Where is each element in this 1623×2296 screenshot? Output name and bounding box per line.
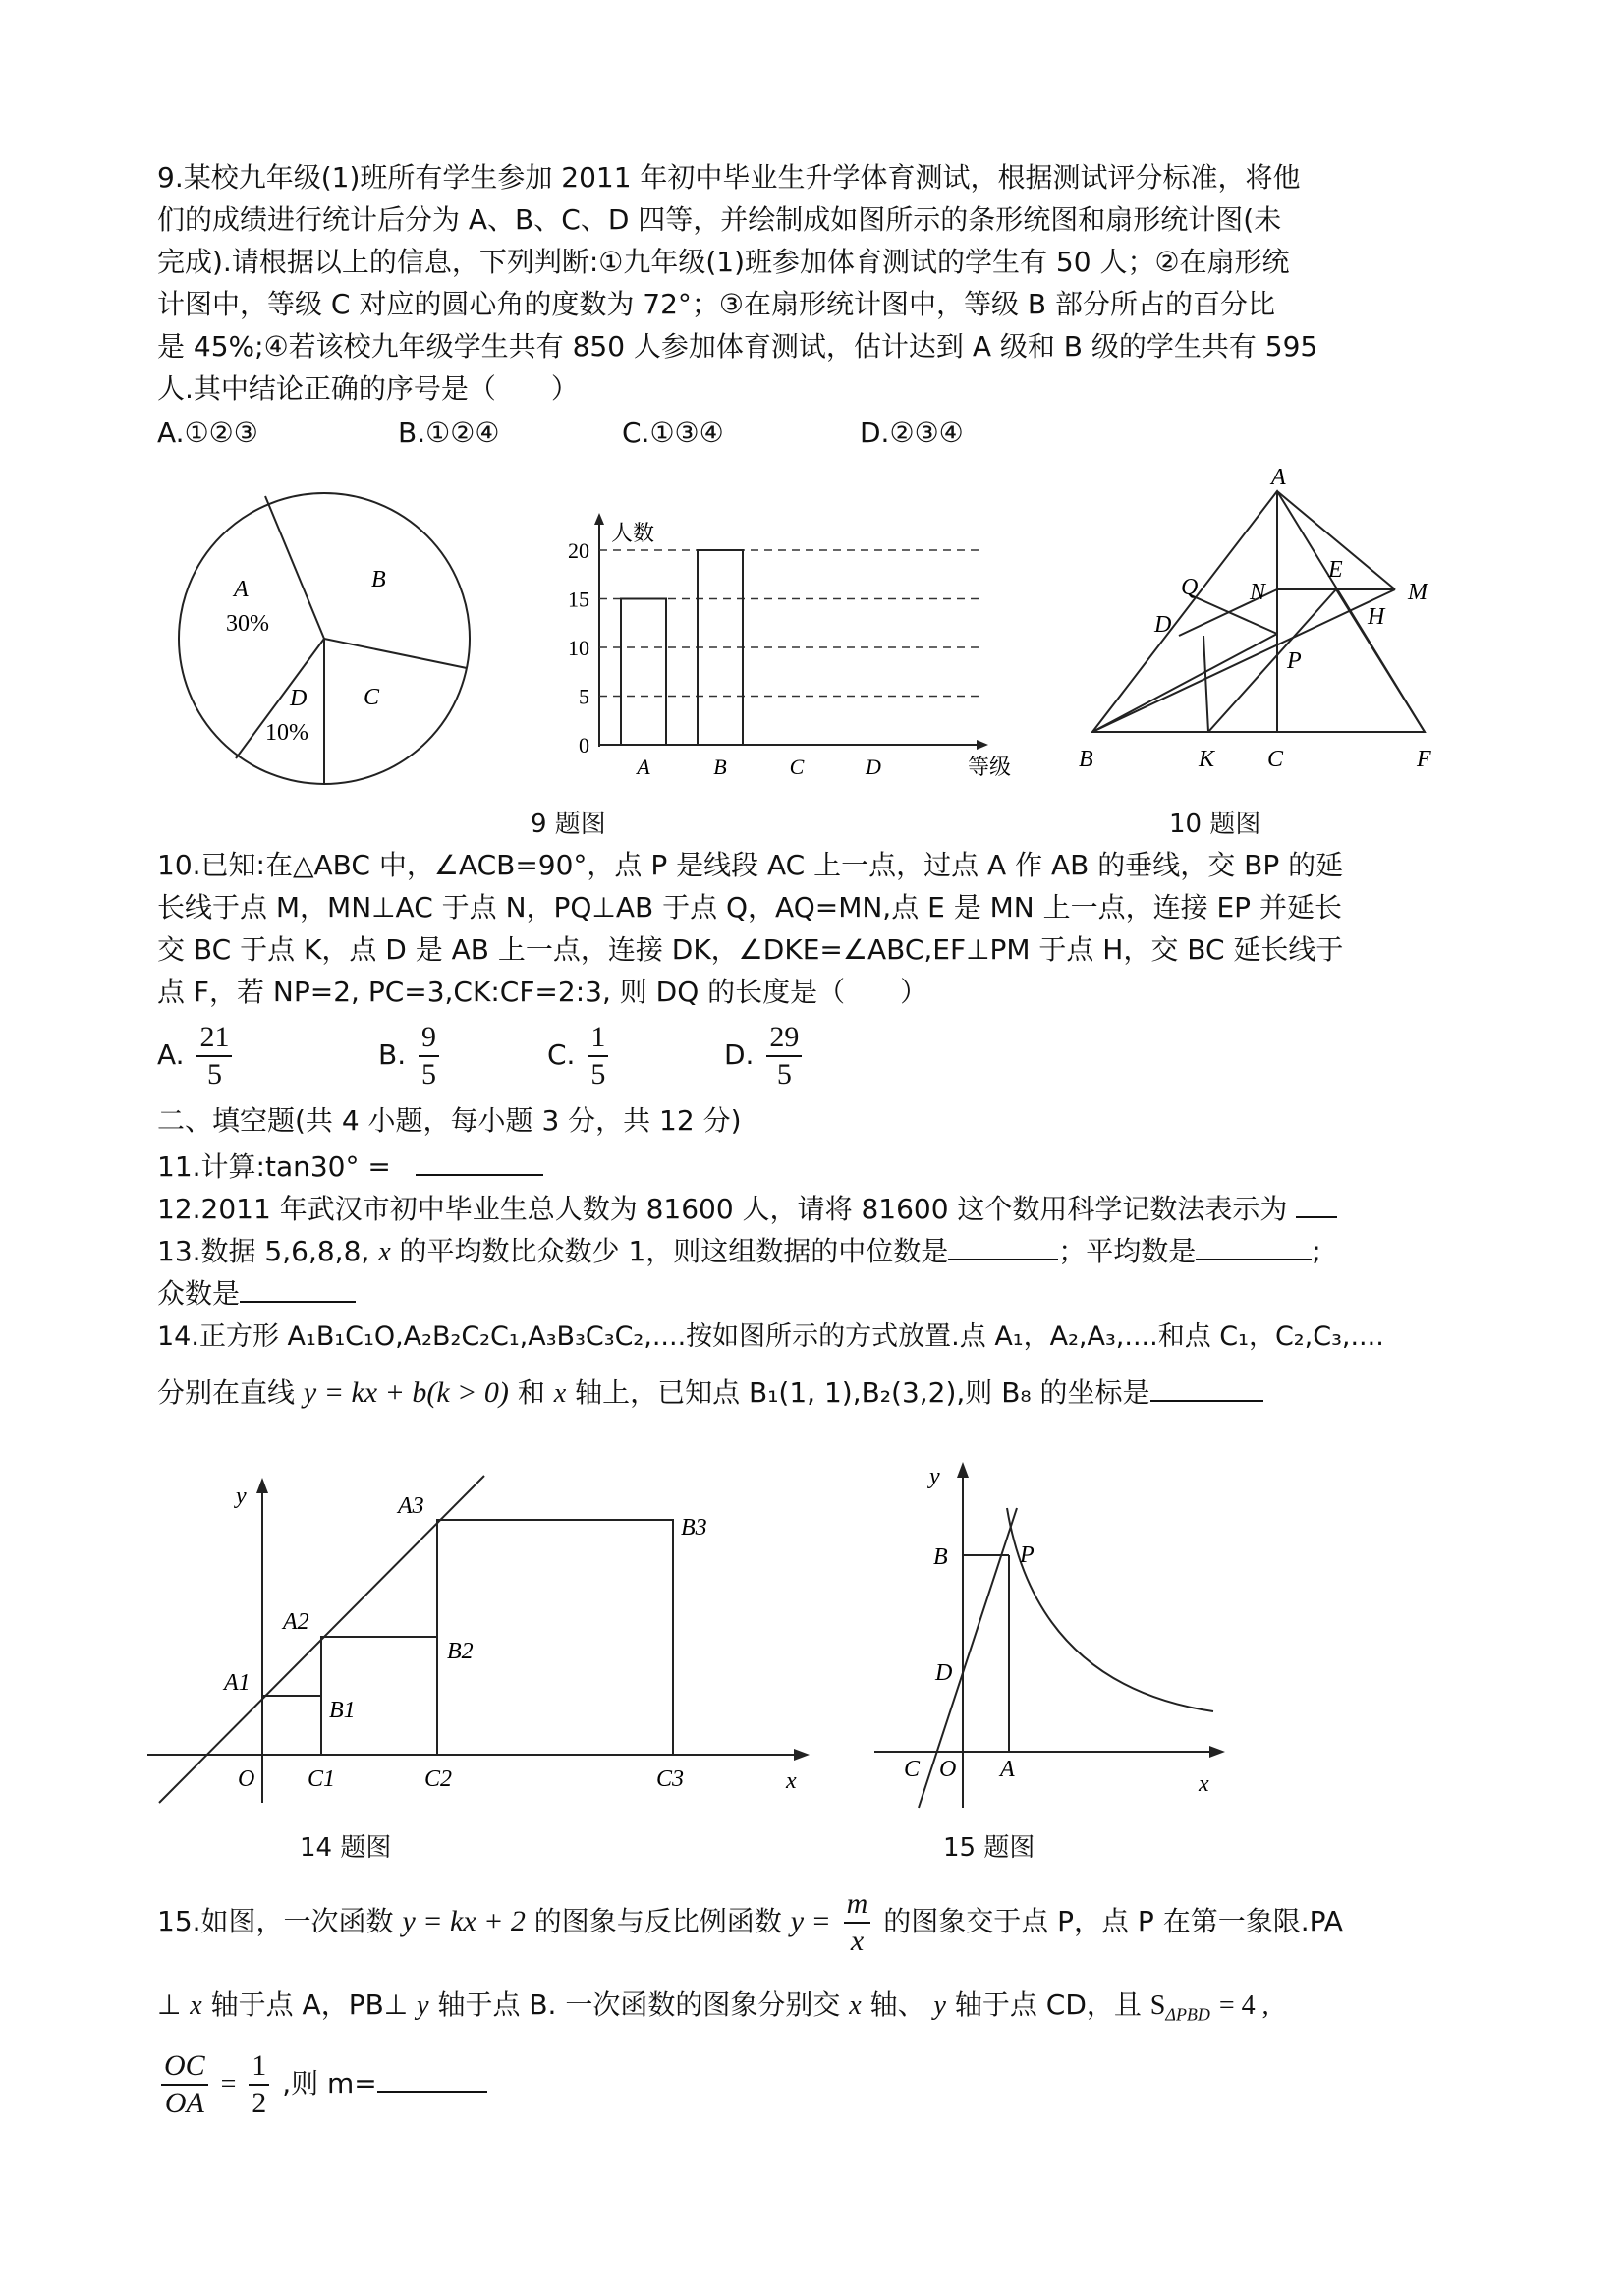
fig9-caption: 9 题图 xyxy=(531,810,606,839)
q15-line-3 xyxy=(157,2048,487,2121)
q15-answer-blank[interactable] xyxy=(377,2061,487,2093)
fig10-label-q: Q xyxy=(1181,575,1199,600)
q10-option-c-fraction xyxy=(588,1020,608,1092)
q13-median-blank[interactable] xyxy=(948,1229,1058,1260)
q10-option-a-prefix: A. xyxy=(157,1038,185,1071)
q9-line-1: 9.某校九年级(1)班所有学生参加 2011 年初中毕业生升学体育测试，根据测试评分标准，将他 xyxy=(157,161,1301,194)
q10-option-a xyxy=(157,1020,236,1092)
q10-option-b-den: 5 xyxy=(421,1058,437,1091)
q14-answer-blank[interactable] xyxy=(1150,1371,1263,1402)
q9-option-b: B.①②④ xyxy=(398,417,500,449)
fig15-label-p: P xyxy=(1020,1542,1035,1568)
pie-label-c: C xyxy=(364,685,380,710)
q15-frac-m: m xyxy=(844,1886,871,1924)
bar-category-label-c: C xyxy=(789,755,805,779)
pie-label-d: D xyxy=(290,686,308,711)
bar-y-tick-label: 10 xyxy=(568,636,589,660)
q13-line-2 xyxy=(157,1271,356,1315)
q14-text-a: 分别在直线 xyxy=(157,1376,296,1409)
q15-text-1d: 的图象交于点 P，点 P 在第一象限.PA xyxy=(883,1905,1343,1937)
pie-pct-a: 30% xyxy=(226,611,269,637)
q13-x: x xyxy=(378,1237,391,1267)
section-2-heading: 二、填空题(共 4 小题，每小题 3 分，共 12 分) xyxy=(157,1104,742,1137)
q15-x-2: x xyxy=(849,1990,862,2021)
fig10-label-c: C xyxy=(1267,747,1284,772)
pie-chart xyxy=(167,486,511,801)
q11 xyxy=(157,1145,543,1188)
q10-option-b-num: 9 xyxy=(419,1020,439,1057)
fig15-diagram xyxy=(874,1454,1238,1827)
q15-half-num: 1 xyxy=(249,2048,269,2086)
bar-y-tick-label: 20 xyxy=(568,538,589,563)
q15-text-2b: 轴于点 A，PB⊥ xyxy=(210,1988,409,2021)
q14-line-2 xyxy=(157,1371,1263,1415)
q11-text: 11.计算:tan30° = xyxy=(157,1150,391,1183)
q14-text-b: 和 xyxy=(517,1376,545,1409)
pie-label-a: A xyxy=(234,577,249,602)
q10-line-1: 10.已知:在△ABC 中，∠ACB=90°，点 P 是线段 AC 上一点，过点 A 作 AB 的垂线，交 BP 的延 xyxy=(157,849,1344,881)
q9-line-4: 计图中，等级 C 对应的圆心角的度数为 72°；③在扇形统计图中，等级 B 部分所占的百分比 xyxy=(157,288,1275,320)
q10-option-a-fraction xyxy=(196,1020,232,1092)
q9-option-d: D.②③④ xyxy=(860,417,964,449)
q15-tail: ,则 m= xyxy=(282,2067,377,2100)
fig15-x-arrow xyxy=(1209,1746,1225,1758)
q13-text-a: 13.数据 5,6,8,8, xyxy=(157,1235,370,1267)
pie-label-b: B xyxy=(371,567,386,592)
bar-y-tick-label: 0 xyxy=(579,733,589,757)
q15-line-1 xyxy=(157,1886,1343,1959)
fig15-label-o: O xyxy=(939,1757,957,1782)
q9-option-a: A.①②③ xyxy=(157,417,258,449)
q14-line-1: 14.正方形 A₁B₁C₁O,A₂B₂C₂C₁,A₃B₃C₃C₂,....按如图所示的方式放置.点 A₁，A₂,A₃,....和点 C₁，C₂,C₃,.... xyxy=(157,1321,1384,1352)
q13-text-e: 众数是 xyxy=(157,1277,241,1310)
fig14-label-b3: B3 xyxy=(681,1515,707,1540)
q13-mode-blank[interactable] xyxy=(240,1271,356,1303)
q10-option-d-prefix: D. xyxy=(724,1038,755,1071)
fig14-square-3 xyxy=(437,1520,673,1755)
fig14-label-b1: B1 xyxy=(329,1698,356,1723)
fig14-label-c1: C1 xyxy=(308,1766,336,1792)
q15-line-2 xyxy=(157,1985,1269,2036)
pie-pct-d: 10% xyxy=(265,720,308,746)
fig14-label-c3: C3 xyxy=(656,1766,685,1792)
q15-text-2c: 轴于点 B. 一次函数的图象分别交 xyxy=(437,1988,841,2021)
fig10-label-a: A xyxy=(1271,467,1286,490)
q15-area-s xyxy=(1149,1990,1210,2025)
q15-inverse-prefix: y = xyxy=(790,1905,831,1937)
fig10-label-f: F xyxy=(1417,747,1431,772)
q15-ratio-fraction xyxy=(161,2048,208,2121)
q10-option-d xyxy=(724,1020,806,1092)
fig10-caption: 10 题图 xyxy=(1169,810,1261,839)
q12 xyxy=(157,1187,1337,1230)
q9-line-6: 人.其中结论正确的序号是（ ） xyxy=(157,372,579,405)
q15-y-1: y xyxy=(417,1990,429,2021)
pie-divider-bc xyxy=(324,639,467,668)
fig15-label-y: y xyxy=(929,1464,940,1489)
q10-line-4: 点 F，若 NP=2, PC=3,CK:CF=2:3, 则 DQ 的长度是（ ） xyxy=(157,976,928,1008)
fig15-label-b: B xyxy=(933,1544,948,1570)
bar-chart xyxy=(550,511,1041,786)
q13-line-1 xyxy=(157,1229,1321,1273)
q15-area-eq: = 4 , xyxy=(1218,1990,1269,2021)
q10-option-b xyxy=(378,1020,443,1092)
fig15-y-arrow xyxy=(957,1462,969,1478)
q13-text-d: ; xyxy=(1312,1235,1321,1267)
q15-s: S xyxy=(1149,1990,1166,2021)
fig14-caption: 14 题图 xyxy=(300,1833,392,1863)
fig14-label-b2: B2 xyxy=(447,1639,474,1664)
fig10-label-d: D xyxy=(1154,612,1172,638)
q13-mean-blank[interactable] xyxy=(1196,1229,1312,1260)
q10-option-a-num: 21 xyxy=(196,1020,232,1057)
q14-formula: y = kx + b(k > 0) xyxy=(303,1376,509,1409)
fig14-label-a2: A2 xyxy=(283,1609,309,1635)
q15-half-den: 2 xyxy=(252,2087,267,2119)
bar-x-label: 等级 xyxy=(968,755,1012,779)
q12-text: 12.2011 年武汉市初中毕业生总人数为 81600 人，请将 81600 这个数用科学记数法表示为 xyxy=(157,1193,1288,1225)
fig10-label-n: N xyxy=(1250,580,1266,605)
q15-x-1: x xyxy=(190,1990,202,2021)
fig14-square-2 xyxy=(321,1637,437,1755)
fig14-label-o: O xyxy=(238,1766,255,1792)
q15-ratio-oc: OC xyxy=(161,2048,208,2086)
q10-option-c-prefix: C. xyxy=(547,1038,576,1071)
fig10-line-dk xyxy=(1203,636,1208,732)
pie-divider-ab xyxy=(265,496,324,639)
q10-option-d-den: 5 xyxy=(776,1058,792,1091)
q15-frac-x: x xyxy=(850,1925,865,1957)
fig14-square-1 xyxy=(262,1696,321,1755)
fig15-label-a: A xyxy=(1000,1757,1015,1782)
fig14-label-c2: C2 xyxy=(424,1766,453,1792)
fig10-label-e: E xyxy=(1328,557,1343,583)
q13-text-c: ；平均数是 xyxy=(1058,1235,1197,1267)
q15-text-1a: 15.如图，一次函数 xyxy=(157,1905,394,1937)
bar-y-tick-label: 5 xyxy=(579,684,589,709)
fig14-label-y: y xyxy=(236,1484,247,1509)
fig14-label-a1: A1 xyxy=(224,1670,251,1696)
q10-line-3: 交 BC 于点 K，点 D 是 AB 上一点，连接 DK，∠DKE=∠ABC,EF⊥PM 于点 H，交 BC 延长线于 xyxy=(157,933,1344,966)
q15-text-1b: 的图象与反比例函数 xyxy=(533,1905,782,1937)
fig15-label-c: C xyxy=(904,1757,921,1782)
q15-text-2d: 轴、 xyxy=(869,1988,925,2021)
q11-answer-blank[interactable] xyxy=(416,1145,543,1176)
fig10-label-h: H xyxy=(1368,604,1385,630)
q13-text-b: 的平均数比众数少 1，则这组数据的中位数是 xyxy=(399,1235,949,1267)
q15-linear-formula: y = kx + 2 xyxy=(402,1905,526,1937)
q15-equals: = xyxy=(220,2069,237,2100)
q14-x: x xyxy=(553,1378,567,1409)
bar-b xyxy=(698,550,743,745)
bar-category-label-d: D xyxy=(866,755,881,779)
q9-line-3: 完成).请根据以上的信息，下列判断:①九年级(1)班参加体育测试的学生有 50 人；②在扇形统 xyxy=(157,246,1290,278)
q10-option-c-den: 5 xyxy=(590,1058,606,1091)
q15-ratio-oa: OA xyxy=(164,2087,204,2119)
fig15-label-d: D xyxy=(935,1660,953,1686)
q10-option-b-fraction xyxy=(419,1020,439,1092)
q10-option-c xyxy=(547,1020,612,1092)
q10-option-b-prefix: B. xyxy=(378,1038,407,1071)
q9-line-5: 是 45%;④若该校九年级学生共有 850 人参加体育测试，估计达到 A 级和 B 级的学生共有 595 xyxy=(157,330,1318,363)
q10-option-d-num: 29 xyxy=(766,1020,802,1057)
q15-s-sub: ΔPBD xyxy=(1165,2004,1210,2025)
q12-answer-blank[interactable] xyxy=(1296,1187,1337,1218)
fig14-label-x: x xyxy=(786,1768,797,1794)
fig14-label-a3: A3 xyxy=(398,1493,424,1519)
fig10-label-m: M xyxy=(1408,580,1427,605)
bar-y-label: 人数 xyxy=(611,521,655,545)
q15-half-fraction xyxy=(249,2048,269,2121)
fig15-caption: 15 题图 xyxy=(943,1833,1035,1863)
fig10-line-bp xyxy=(1092,634,1277,732)
bar-y-tick-label: 15 xyxy=(568,587,589,612)
fig14-y-arrow xyxy=(256,1478,268,1493)
q15-text-2e: 轴于点 CD，且 xyxy=(954,1988,1142,2021)
q10-option-d-fraction xyxy=(766,1020,802,1092)
bar-category-label-a: A xyxy=(637,755,650,779)
fig14-diagram xyxy=(147,1464,825,1818)
pie-group xyxy=(179,493,470,784)
q10-line-2: 长线于点 M，MN⊥AC 于点 N，PQ⊥AB 于点 Q，AQ=MN,点 E 是 MN 上一点，连接 EP 并延长 xyxy=(157,891,1342,924)
fig10-diagram xyxy=(1071,467,1503,781)
fig10-label-p: P xyxy=(1287,648,1302,674)
fig15-hyperbola xyxy=(1007,1508,1213,1711)
fig15-label-x: x xyxy=(1199,1771,1209,1797)
fig14-x-arrow xyxy=(794,1749,810,1761)
q15-inverse-fraction xyxy=(844,1886,871,1959)
bar-y-arrow xyxy=(594,513,604,525)
q10-option-c-num: 1 xyxy=(588,1020,608,1057)
q15-text-2a: ⊥ xyxy=(157,1988,182,2021)
bar-category-label-b: B xyxy=(713,755,727,779)
bar-x-arrow xyxy=(977,740,988,750)
q10-option-a-den: 5 xyxy=(206,1058,222,1091)
q15-y-2: y xyxy=(933,1990,946,2021)
bar-a xyxy=(621,599,666,746)
fig10-label-k: K xyxy=(1199,747,1215,772)
q14-text-c: 轴上，已知点 B₁(1, 1),B₂(3,2),则 B₈ 的坐标是 xyxy=(575,1376,1150,1409)
q9-line-2: 们的成绩进行统计后分为 A、B、C、D 四等，并绘制成如图所示的条形统图和扇形统计图(未 xyxy=(157,203,1282,236)
fig10-label-b: B xyxy=(1079,747,1093,772)
q9-option-c: C.①③④ xyxy=(622,417,724,449)
